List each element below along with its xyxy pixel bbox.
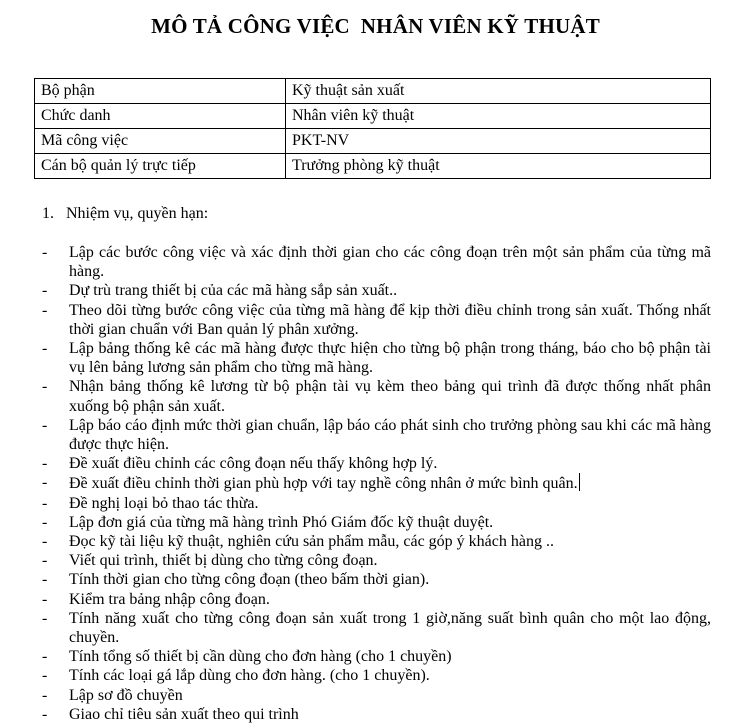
duty-text: Lập đơn giá của từng mã hàng trình Phó Giám đốc kỹ thuật duyệt. (69, 513, 494, 531)
list-item (0, 513, 751, 532)
table-cell-label: Chức danh (35, 104, 286, 129)
list-item (0, 454, 751, 473)
table-row (35, 129, 711, 154)
duty-text: Lập bảng thống kê các mã hàng được thực hiện cho từng bộ phận trong tháng, báo cho bộ phận tài vụ lên bảng lương sản phẩm cho từng mã hàng. (69, 340, 711, 377)
bullet-dash: - (42, 590, 48, 608)
table-cell-value: PKT-NV (286, 129, 711, 154)
bullet-dash: - (42, 571, 48, 589)
duty-text: Giao chỉ tiêu sản xuất theo qui trình (69, 705, 299, 723)
list-item (0, 494, 751, 513)
duty-text: Lập các bước công việc và xác định thời gian cho các công đoạn trên một sản phẩm của từng mã hàng. (69, 244, 711, 281)
table-cell-label: Mã công việc (35, 129, 286, 154)
bullet-dash: - (42, 609, 48, 627)
bullet-dash: - (42, 705, 48, 723)
duties-list (0, 243, 751, 724)
text-cursor (579, 473, 580, 491)
list-item (0, 243, 751, 281)
list-item (0, 301, 751, 339)
table-row (35, 104, 711, 129)
bullet-dash: - (42, 378, 48, 396)
list-item (0, 705, 751, 724)
list-item (0, 686, 751, 705)
list-item (0, 532, 751, 551)
table-cell-label: Bộ phận (35, 79, 286, 104)
list-item (0, 281, 751, 300)
section-heading (42, 204, 208, 223)
table-cell-value: Kỹ thuật sản xuất (286, 79, 711, 104)
bullet-dash: - (42, 686, 48, 704)
list-item (0, 416, 751, 454)
bullet-dash: - (42, 340, 48, 358)
duty-text: Tính thời gian cho từng công đoạn (theo bấm thời gian). (69, 571, 430, 589)
list-item (0, 647, 751, 666)
duty-text: Tính các loại gá lắp dùng cho đơn hàng. (cho 1 chuyền). (69, 667, 430, 685)
duty-text: Viết qui trình, thiết bị dùng cho từng công đoạn. (69, 552, 378, 570)
bullet-dash: - (42, 474, 48, 492)
bullet-dash: - (42, 244, 48, 261)
list-item (0, 377, 751, 415)
table-row (35, 154, 711, 179)
bullet-dash: - (42, 455, 48, 473)
table-cell-label: Cán bộ quản lý trực tiếp (35, 154, 286, 179)
list-item (0, 339, 751, 377)
section-number: 1. (42, 205, 54, 222)
list-item (0, 666, 751, 685)
list-item (0, 551, 751, 570)
bullet-dash: - (42, 648, 48, 666)
list-item (0, 609, 751, 647)
bullet-dash: - (42, 494, 48, 512)
duty-text: Đề nghị loại bỏ thao tác thừa. (69, 494, 259, 512)
duty-text: Lập sơ đồ chuyền (69, 686, 183, 704)
bullet-dash: - (42, 667, 48, 685)
duty-text: Nhận bảng thống kê lương từ bộ phận tài vụ kèm theo bảng qui trình đã được thống nhất phân xuống bộ phận sản xuất. (69, 378, 711, 415)
duty-text: Đề xuất điều chỉnh thời gian phù hợp với tay nghề công nhân ở mức bình quân. (69, 475, 578, 493)
table-cell-value: Trưởng phòng kỹ thuật (286, 154, 711, 179)
table-cell-value: Nhân viên kỹ thuật (286, 104, 711, 129)
table-row (35, 79, 711, 104)
duty-text: Đề xuất điều chỉnh các công đoạn nếu thấy không hợp lý. (69, 455, 438, 473)
duty-text: Tính tổng số thiết bị cần dùng cho đơn hàng (cho 1 chuyền) (69, 648, 452, 666)
bullet-dash: - (42, 416, 48, 434)
document-title: MÔ TẢ CÔNG VIỆC NHÂN VIÊN KỸ THUẬT (151, 14, 600, 38)
duty-text: Kiểm tra bảng nhập công đoạn. (69, 590, 270, 608)
duty-text: Theo dõi từng bước công việc của từng mã hàng để kịp thời điều chỉnh trong sản xuất. Thống nhất thời gian chuẩn với Ban quản lý phân xưởng. (69, 301, 711, 338)
bullet-dash: - (42, 552, 48, 570)
duty-text: Tính năng xuất cho từng công đoạn sản xuất trong 1 giờ,năng suất bình quân cho một lao động, chuyền. (69, 609, 711, 647)
bullet-dash: - (42, 513, 48, 531)
duty-text: Dự trù trang thiết bị của các mã hàng sắp sản xuất.. (69, 282, 398, 300)
duty-text: Đọc kỹ tài liệu kỹ thuật, nghiên cứu sản phẩm mẫu, các góp ý khách hàng .. (69, 533, 554, 551)
list-item (0, 570, 751, 589)
bullet-dash: - (42, 301, 48, 319)
list-item (0, 590, 751, 609)
list-item (0, 473, 751, 493)
bullet-dash: - (42, 282, 48, 300)
bullet-dash: - (42, 533, 48, 551)
section-title: Nhiệm vụ, quyền hạn: (66, 205, 209, 222)
job-info-table (34, 78, 711, 179)
duty-text: Lập báo cáo định mức thời gian chuẩn, lập báo cáo phát sinh cho trưởng phòng sau khi các mã hàng được thực hiện. (69, 416, 711, 454)
